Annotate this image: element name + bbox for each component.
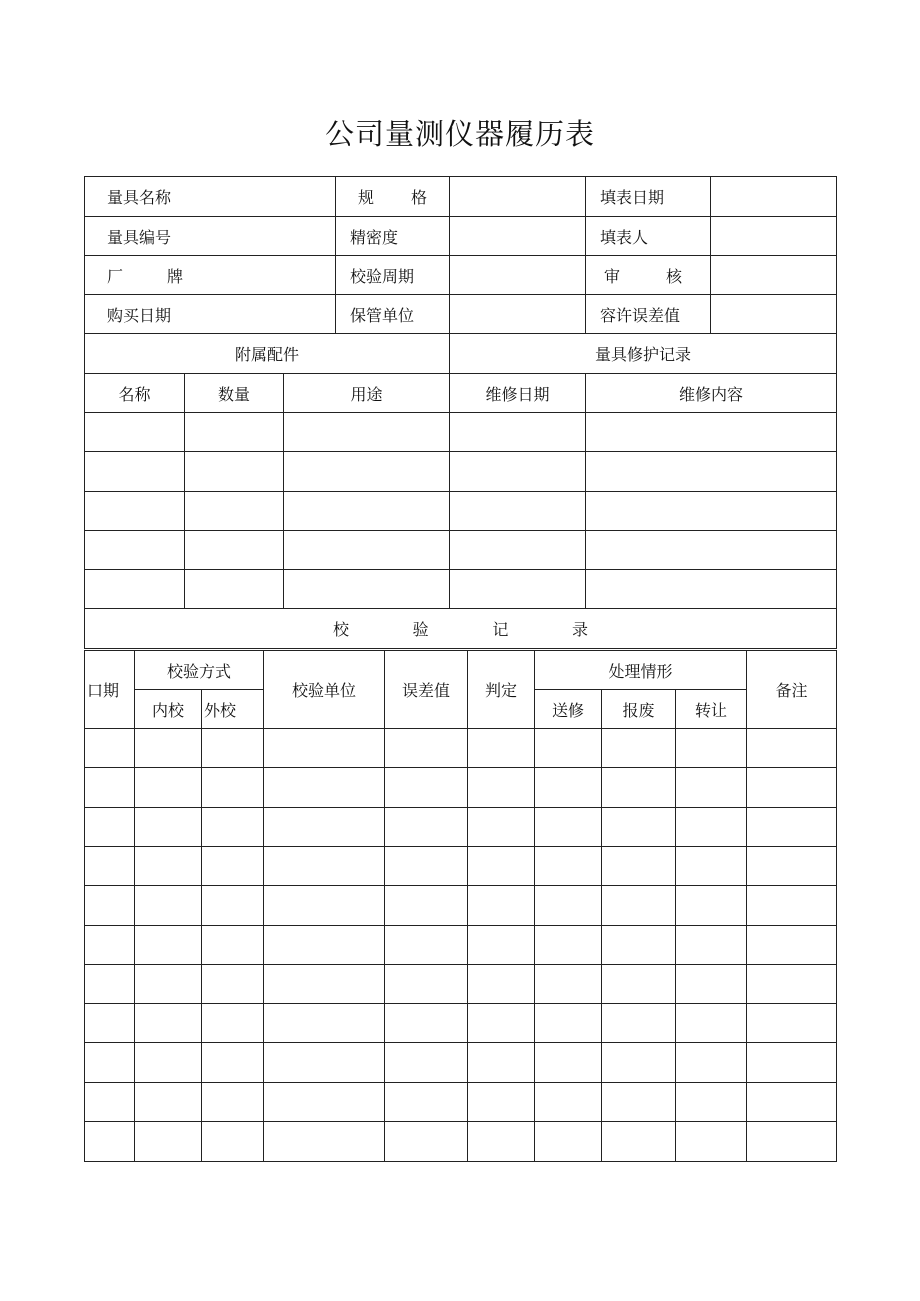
unit-cell[interactable]: [264, 768, 385, 808]
date-header: 口期: [85, 651, 135, 729]
remark-cell[interactable]: [747, 886, 837, 926]
accessory-name-cell[interactable]: [85, 531, 185, 570]
external-cell[interactable]: [202, 729, 264, 768]
transfer-cell[interactable]: [676, 808, 747, 847]
external-cell[interactable]: [202, 965, 264, 1004]
repair-content-cell[interactable]: [586, 492, 837, 531]
accessory-use-cell[interactable]: [284, 531, 450, 570]
repair-date-cell[interactable]: [450, 413, 586, 452]
scrap-cell[interactable]: [602, 729, 676, 768]
precision-label: 精密度: [336, 217, 450, 256]
review-label: 审 核: [586, 256, 711, 295]
repair-cell[interactable]: [535, 1004, 602, 1043]
judge-cell[interactable]: [468, 926, 535, 965]
brand-label: 厂 牌: [85, 256, 336, 295]
transfer-cell[interactable]: [676, 847, 747, 886]
fill-date-label: 填表日期: [586, 177, 711, 217]
repair-cell[interactable]: [535, 847, 602, 886]
custody-unit-label: 保管单位: [336, 295, 450, 334]
table-row: [85, 413, 837, 452]
spec-label: 规 格: [336, 177, 450, 217]
unit-header: 校验单位: [264, 651, 385, 729]
transfer-cell[interactable]: [676, 768, 747, 808]
tolerance-label: 容许误差值: [586, 295, 711, 334]
judge-cell[interactable]: [468, 1043, 535, 1083]
judge-cell[interactable]: [468, 1122, 535, 1162]
external-cell[interactable]: [202, 1122, 264, 1162]
unit-cell[interactable]: [264, 808, 385, 847]
unit-cell[interactable]: [264, 847, 385, 886]
external-cell[interactable]: [202, 847, 264, 886]
judge-header: 判定: [468, 651, 535, 729]
gauge-number-label: 量具编号: [85, 217, 336, 256]
judge-cell[interactable]: [468, 1083, 535, 1122]
error-cell[interactable]: [385, 1122, 468, 1162]
scrap-cell[interactable]: [602, 1043, 676, 1083]
fill-date-value[interactable]: [711, 177, 837, 217]
external-cell[interactable]: [202, 886, 264, 926]
info-row-2: [85, 217, 837, 256]
accessory-qty-cell[interactable]: [185, 413, 284, 452]
unit-cell[interactable]: [264, 1122, 385, 1162]
calibration-record-heading: 校 验 记 录: [85, 609, 837, 649]
date-cell[interactable]: [85, 1004, 135, 1043]
accessory-qty-cell[interactable]: [185, 452, 284, 492]
filler-label: 填表人: [586, 217, 711, 256]
accessory-use-header: 用途: [284, 374, 450, 413]
external-cell[interactable]: [202, 1004, 264, 1043]
date-cell[interactable]: [85, 768, 135, 808]
internal-header: 内校: [135, 690, 202, 729]
judge-cell[interactable]: [468, 768, 535, 808]
error-cell[interactable]: [385, 768, 468, 808]
tolerance-value[interactable]: [711, 295, 837, 334]
table-row: [85, 926, 837, 965]
error-cell[interactable]: [385, 729, 468, 768]
repair-cell[interactable]: [535, 965, 602, 1004]
internal-cell[interactable]: [135, 1122, 202, 1162]
table-row: [85, 1083, 837, 1122]
scrap-cell[interactable]: [602, 847, 676, 886]
remark-header: 备注: [747, 651, 837, 729]
table-row: [85, 1004, 837, 1043]
date-cell[interactable]: [85, 965, 135, 1004]
date-cell[interactable]: [85, 808, 135, 847]
remark-cell[interactable]: [747, 926, 837, 965]
remark-cell[interactable]: [747, 847, 837, 886]
scrap-cell[interactable]: [602, 926, 676, 965]
repair-cell[interactable]: [535, 1043, 602, 1083]
error-cell[interactable]: [385, 808, 468, 847]
accessory-name-cell[interactable]: [85, 492, 185, 531]
external-cell[interactable]: [202, 1043, 264, 1083]
repair-cell[interactable]: [535, 886, 602, 926]
error-cell[interactable]: [385, 847, 468, 886]
remark-cell[interactable]: [747, 1122, 837, 1162]
purchase-date-label: 购买日期: [85, 295, 336, 334]
accessory-use-cell[interactable]: [284, 570, 450, 609]
calibration-heading-row: [85, 609, 837, 649]
scrap-cell[interactable]: [602, 1004, 676, 1043]
error-cell[interactable]: [385, 965, 468, 1004]
internal-cell[interactable]: [135, 965, 202, 1004]
table-row: [85, 452, 837, 492]
repair-date-cell[interactable]: [450, 570, 586, 609]
judge-cell[interactable]: [468, 808, 535, 847]
repair-date-cell[interactable]: [450, 452, 586, 492]
repair-cell[interactable]: [535, 1083, 602, 1122]
accessories-heading: 附属配件: [85, 334, 450, 374]
transfer-cell[interactable]: [676, 926, 747, 965]
scrap-cell[interactable]: [602, 886, 676, 926]
repair-content-header: 维修内容: [586, 374, 837, 413]
accessory-use-cell[interactable]: [284, 413, 450, 452]
judge-cell[interactable]: [468, 1004, 535, 1043]
external-header: 外校: [202, 690, 264, 729]
internal-cell[interactable]: [135, 1004, 202, 1043]
accessory-name-header: 名称: [85, 374, 185, 413]
gauge-name-label: 量具名称: [85, 177, 336, 217]
accessory-name-cell[interactable]: [85, 452, 185, 492]
external-cell[interactable]: [202, 926, 264, 965]
accessory-qty-cell[interactable]: [185, 531, 284, 570]
error-cell[interactable]: [385, 1083, 468, 1122]
repair-cell[interactable]: [535, 808, 602, 847]
handling-header: 处理情形: [535, 651, 747, 690]
repair-date-cell[interactable]: [450, 531, 586, 570]
scrap-cell[interactable]: [602, 965, 676, 1004]
internal-cell[interactable]: [135, 926, 202, 965]
transfer-header: 转让: [676, 690, 747, 729]
date-cell[interactable]: [85, 1122, 135, 1162]
table-row: [85, 886, 837, 926]
judge-cell[interactable]: [468, 886, 535, 926]
external-cell[interactable]: [202, 808, 264, 847]
error-cell[interactable]: [385, 1004, 468, 1043]
accessory-name-cell[interactable]: [85, 413, 185, 452]
unit-cell[interactable]: [264, 1043, 385, 1083]
scrap-cell[interactable]: [602, 1122, 676, 1162]
accessory-qty-cell[interactable]: [185, 492, 284, 531]
accessory-use-cell[interactable]: [284, 492, 450, 531]
internal-cell[interactable]: [135, 729, 202, 768]
table-row: [85, 768, 837, 808]
table-row: [85, 531, 837, 570]
internal-cell[interactable]: [135, 768, 202, 808]
calibration-cycle-label: 校验周期: [336, 256, 450, 295]
table-row: [85, 729, 837, 768]
remark-cell[interactable]: [747, 808, 837, 847]
repair-content-cell[interactable]: [586, 413, 837, 452]
calibration-header-row-1: [85, 651, 837, 690]
unit-cell[interactable]: [264, 886, 385, 926]
section-columns-row: [85, 374, 837, 413]
accessory-qty-header: 数量: [185, 374, 284, 413]
info-row-4: [85, 295, 837, 334]
info-row-3: [85, 256, 837, 295]
internal-cell[interactable]: [135, 886, 202, 926]
scrap-cell[interactable]: [602, 808, 676, 847]
repair-date-cell[interactable]: [450, 492, 586, 531]
remark-cell[interactable]: [747, 1083, 837, 1122]
custody-unit-value[interactable]: [450, 295, 586, 334]
unit-cell[interactable]: [264, 965, 385, 1004]
remark-cell[interactable]: [747, 1004, 837, 1043]
accessory-name-cell[interactable]: [85, 570, 185, 609]
error-cell[interactable]: [385, 886, 468, 926]
repair-content-cell[interactable]: [586, 452, 837, 492]
table-row: [85, 1043, 837, 1083]
date-cell[interactable]: [85, 1043, 135, 1083]
unit-cell[interactable]: [264, 926, 385, 965]
date-cell[interactable]: [85, 729, 135, 768]
repair-cell[interactable]: [535, 729, 602, 768]
method-header: 校验方式: [135, 651, 264, 690]
transfer-cell[interactable]: [676, 1122, 747, 1162]
table-row: [85, 965, 837, 1004]
remark-cell[interactable]: [747, 768, 837, 808]
judge-cell[interactable]: [468, 965, 535, 1004]
table-row: [85, 1122, 837, 1162]
repair-content-cell[interactable]: [586, 531, 837, 570]
remark-cell[interactable]: [747, 1043, 837, 1083]
calibration-cycle-value[interactable]: [450, 256, 586, 295]
calibration-table: [84, 650, 837, 1162]
info-row-1: [85, 177, 837, 217]
transfer-cell[interactable]: [676, 965, 747, 1004]
date-cell[interactable]: [85, 886, 135, 926]
transfer-cell[interactable]: [676, 1043, 747, 1083]
external-cell[interactable]: [202, 1083, 264, 1122]
scrap-header: 报废: [602, 690, 676, 729]
date-cell[interactable]: [85, 1083, 135, 1122]
unit-cell[interactable]: [264, 1004, 385, 1043]
page-title: 公司量测仪器履历表: [324, 117, 595, 151]
error-cell[interactable]: [385, 1043, 468, 1083]
error-header: 误差值: [385, 651, 468, 729]
transfer-cell[interactable]: [676, 729, 747, 768]
repair-heading: 量具修护记录: [450, 334, 837, 374]
repair-content-cell[interactable]: [586, 570, 837, 609]
repair-cell[interactable]: [535, 926, 602, 965]
transfer-cell[interactable]: [676, 1004, 747, 1043]
unit-cell[interactable]: [264, 1083, 385, 1122]
filler-value[interactable]: [711, 217, 837, 256]
review-value[interactable]: [711, 256, 837, 295]
external-cell[interactable]: [202, 768, 264, 808]
scrap-cell[interactable]: [602, 1083, 676, 1122]
remark-cell[interactable]: [747, 729, 837, 768]
table-row: [85, 492, 837, 531]
repair-cell[interactable]: [535, 768, 602, 808]
internal-cell[interactable]: [135, 847, 202, 886]
table-row: [85, 847, 837, 886]
table-row: [85, 808, 837, 847]
accessory-qty-cell[interactable]: [185, 570, 284, 609]
error-cell[interactable]: [385, 926, 468, 965]
judge-cell[interactable]: [468, 847, 535, 886]
repair-cell[interactable]: [535, 1122, 602, 1162]
date-cell[interactable]: [85, 847, 135, 886]
transfer-cell[interactable]: [676, 1083, 747, 1122]
internal-cell[interactable]: [135, 1043, 202, 1083]
transfer-cell[interactable]: [676, 886, 747, 926]
section-heading-row: [85, 334, 837, 374]
info-grid: [84, 176, 837, 649]
judge-cell[interactable]: [468, 729, 535, 768]
spec-value[interactable]: [450, 177, 586, 217]
precision-value[interactable]: [450, 217, 586, 256]
scrap-cell[interactable]: [602, 768, 676, 808]
repair-date-header: 维修日期: [450, 374, 586, 413]
unit-cell[interactable]: [264, 729, 385, 768]
remark-cell[interactable]: [747, 965, 837, 1004]
table-row: [85, 570, 837, 609]
internal-cell[interactable]: [135, 1083, 202, 1122]
accessory-use-cell[interactable]: [284, 452, 450, 492]
repair-header: 送修: [535, 690, 602, 729]
date-cell[interactable]: [85, 926, 135, 965]
internal-cell[interactable]: [135, 808, 202, 847]
